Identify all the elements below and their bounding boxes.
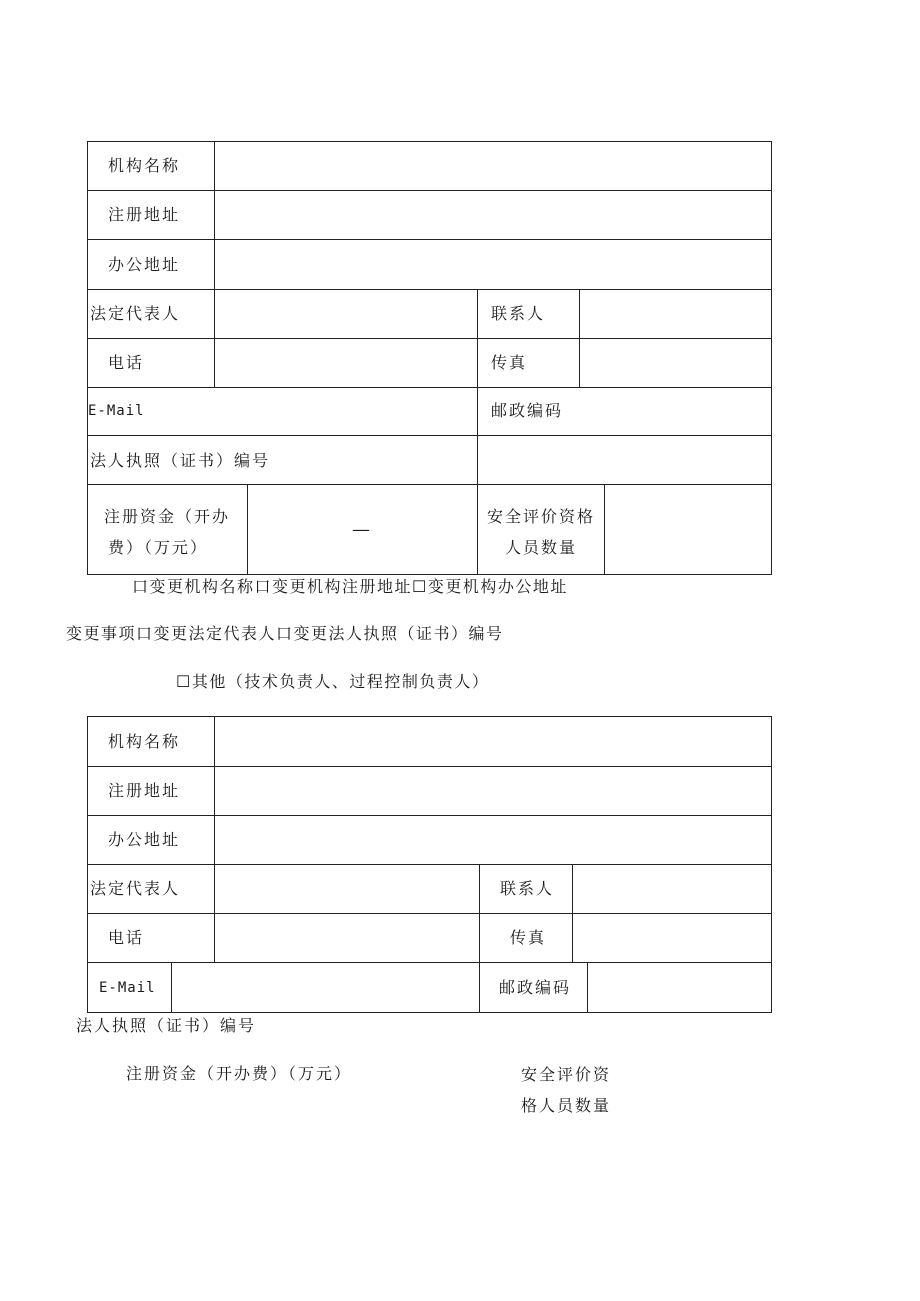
table-border (771, 141, 772, 575)
table-border (87, 716, 772, 717)
table-border (771, 716, 772, 1013)
label-contact: 联系人 (491, 304, 546, 323)
table-border (87, 239, 772, 240)
fax-field[interactable] (574, 915, 770, 961)
table-border (87, 716, 88, 1013)
table-border (87, 913, 772, 914)
label-postcode: 邮政编码 (491, 401, 564, 420)
org-name-field[interactable] (216, 718, 770, 765)
table-border (87, 141, 772, 142)
table-border (214, 141, 215, 388)
label-reg-address: 注册地址 (108, 781, 181, 800)
label-reg-address: 注册地址 (108, 205, 181, 224)
reg-address-field[interactable] (216, 768, 770, 814)
postcode-field[interactable] (589, 964, 770, 1011)
label-license-no: 法人执照（证书）编号 (90, 451, 271, 470)
table-border (579, 289, 580, 388)
label-email: E-Mail (88, 403, 145, 419)
change-items-line2: 变更事项口变更法定代表人口变更法人执照（证书）编号 (66, 624, 504, 643)
fax-field[interactable] (581, 340, 770, 386)
label-email: E-Mail (99, 980, 156, 996)
contact-field[interactable] (581, 291, 770, 337)
label-office-address: 办公地址 (108, 255, 181, 274)
org-name-field[interactable] (216, 143, 770, 189)
label-org-name: 机构名称 (108, 732, 181, 751)
table-border (87, 387, 772, 388)
table-border (477, 484, 478, 575)
office-address-field[interactable] (216, 817, 770, 863)
table-border (604, 484, 605, 575)
table-border (247, 484, 248, 575)
table-border (87, 435, 772, 436)
table-border (87, 574, 772, 575)
label-legal-rep: 法定代表人 (90, 879, 181, 898)
table-border (87, 766, 772, 767)
label-capital: 注册资金（开办费）（万元） (126, 1064, 353, 1083)
label-safety-line2: 人员数量 (505, 538, 578, 557)
label-safety-line2: 格人员数量 (521, 1096, 612, 1115)
table-border (477, 289, 478, 485)
label-fax: 传真 (510, 928, 547, 947)
label-license-no: 法人执照（证书）编号 (76, 1016, 257, 1035)
legal-rep-field[interactable] (216, 291, 476, 337)
label-legal-rep: 法定代表人 (90, 304, 181, 323)
capital-value: — (352, 519, 372, 540)
phone-field[interactable] (216, 915, 478, 961)
table-border (87, 141, 88, 575)
change-items-line3: ☐其他（技术负责人、过程控制负责人） (176, 672, 490, 691)
label-office-address: 办公地址 (108, 830, 181, 849)
reg-address-field[interactable] (216, 192, 770, 238)
label-postcode: 邮政编码 (499, 978, 572, 997)
email-field[interactable] (173, 964, 478, 1011)
table-border (572, 864, 573, 963)
label-capital-line1: 注册资金（开办 (104, 507, 231, 526)
label-contact: 联系人 (500, 879, 555, 898)
safety-count-field[interactable] (606, 486, 770, 573)
table-border (171, 962, 172, 1013)
table-border (87, 289, 772, 290)
label-fax: 传真 (491, 353, 528, 372)
change-items-line1: 口变更机构名称口变更机构注册地址☐变更机构办公地址 (132, 577, 568, 596)
label-safety-line1: 安全评价资格 (487, 507, 596, 526)
label-phone: 电话 (108, 353, 145, 372)
label-phone: 电话 (108, 928, 145, 947)
table-border (479, 864, 480, 1013)
table-border (87, 484, 772, 485)
table-border (87, 338, 772, 339)
legal-rep-field[interactable] (216, 866, 478, 912)
table-border (87, 864, 772, 865)
label-safety-line1: 安全评价资 (521, 1065, 612, 1084)
table-border (214, 716, 215, 963)
table-border (87, 190, 772, 191)
contact-field[interactable] (574, 866, 770, 912)
phone-field[interactable] (216, 340, 476, 386)
label-org-name: 机构名称 (108, 156, 181, 175)
table-border (587, 962, 588, 1013)
office-address-field[interactable] (216, 241, 770, 288)
table-border (87, 815, 772, 816)
table-border (87, 1012, 772, 1013)
table-border (87, 962, 772, 963)
label-capital-line2: 费）（万元） (108, 538, 209, 557)
